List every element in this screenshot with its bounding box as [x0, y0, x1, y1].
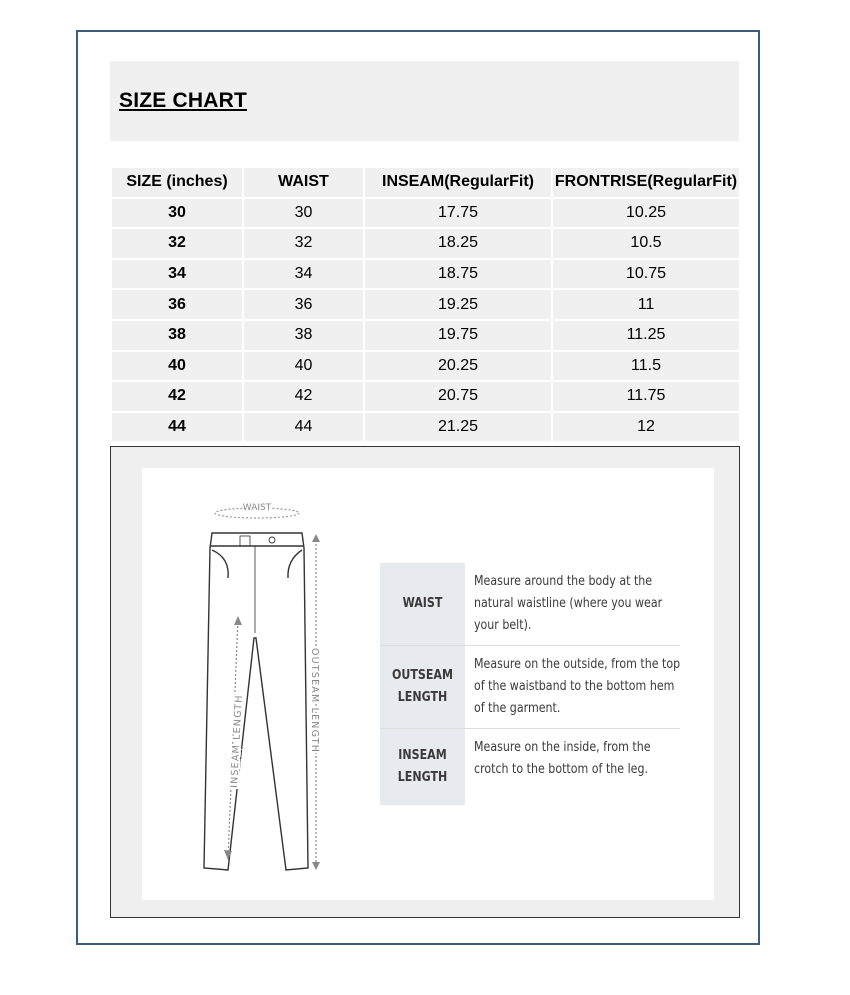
header-inseam: INSEAM(RegularFit) — [364, 167, 552, 198]
waist-cell: 42 — [243, 381, 364, 412]
inseam-cell: 20.25 — [364, 351, 552, 382]
table-row — [111, 351, 740, 382]
size-cell: 44 — [111, 412, 243, 443]
inseam-cell: 18.25 — [364, 228, 552, 259]
size-cell: 40 — [111, 351, 243, 382]
waist-cell: 44 — [243, 412, 364, 443]
size-cell: 36 — [111, 289, 243, 320]
header-size: SIZE (inches) — [111, 167, 243, 198]
measure-label: INSEAM LENGTH — [380, 729, 465, 805]
measurement-table — [380, 563, 680, 805]
table-row — [111, 198, 740, 229]
measure-label: WAIST — [380, 563, 465, 645]
frontrise-cell: 11.5 — [552, 351, 740, 382]
size-cell: 38 — [111, 320, 243, 351]
inseam-cell: 21.25 — [364, 412, 552, 443]
frontrise-cell: 11.25 — [552, 320, 740, 351]
measure-label: OUTSEAM LENGTH — [380, 646, 465, 728]
table-header-row — [111, 167, 740, 198]
measure-row-outseam — [380, 646, 680, 729]
waist-cell: 34 — [243, 259, 364, 290]
frontrise-cell: 11.75 — [552, 381, 740, 412]
waist-cell: 36 — [243, 289, 364, 320]
pants-outline — [204, 533, 308, 870]
inseam-cell: 19.25 — [364, 289, 552, 320]
waist-cell: 38 — [243, 320, 364, 351]
size-table — [110, 166, 741, 443]
outseam-diagram-label: OUTSEAM LENGTH — [309, 648, 320, 754]
table-row — [111, 289, 740, 320]
frontrise-cell: 10.5 — [552, 228, 740, 259]
inseam-cell: 17.75 — [364, 198, 552, 229]
size-cell: 42 — [111, 381, 243, 412]
measurement-guide-panel — [142, 468, 714, 900]
size-cell: 30 — [111, 198, 243, 229]
header-frontrise: FRONTRISE(RegularFit) — [552, 167, 740, 198]
inseam-cell: 20.75 — [364, 381, 552, 412]
frontrise-cell: 11 — [552, 289, 740, 320]
inseam-cell: 18.75 — [364, 259, 552, 290]
measurement-guide — [110, 446, 740, 918]
header-waist: WAIST — [243, 167, 364, 198]
measure-description: Measure on the inside, from the crotch to the bottom of the leg. — [474, 740, 651, 777]
frontrise-cell: 10.75 — [552, 259, 740, 290]
table-row — [111, 228, 740, 259]
page-title: SIZE CHART — [119, 89, 247, 112]
table-row — [111, 412, 740, 443]
inseam-cell: 19.75 — [364, 320, 552, 351]
measure-description: Measure around the body at the natural waistline (where you wear your belt). — [474, 574, 663, 633]
frontrise-cell: 12 — [552, 412, 740, 443]
title-band — [110, 61, 739, 141]
frontrise-cell: 10.25 — [552, 198, 740, 229]
table-row — [111, 320, 740, 351]
measure-row-inseam — [380, 729, 680, 805]
measure-row-waist — [380, 563, 680, 646]
waist-cell: 30 — [243, 198, 364, 229]
size-cell: 32 — [111, 228, 243, 259]
waist-cell: 40 — [243, 351, 364, 382]
size-cell: 34 — [111, 259, 243, 290]
waist-cell: 32 — [243, 228, 364, 259]
table-row — [111, 381, 740, 412]
table-row — [111, 259, 740, 290]
inseam-diagram-label: INSEAM LENGTH — [229, 694, 245, 789]
pants-diagram — [192, 488, 382, 888]
waist-diagram-label: WAIST — [242, 503, 272, 513]
measure-description: Measure on the outside, from the top of the waistband to the bottom hem of the garment. — [474, 657, 681, 716]
